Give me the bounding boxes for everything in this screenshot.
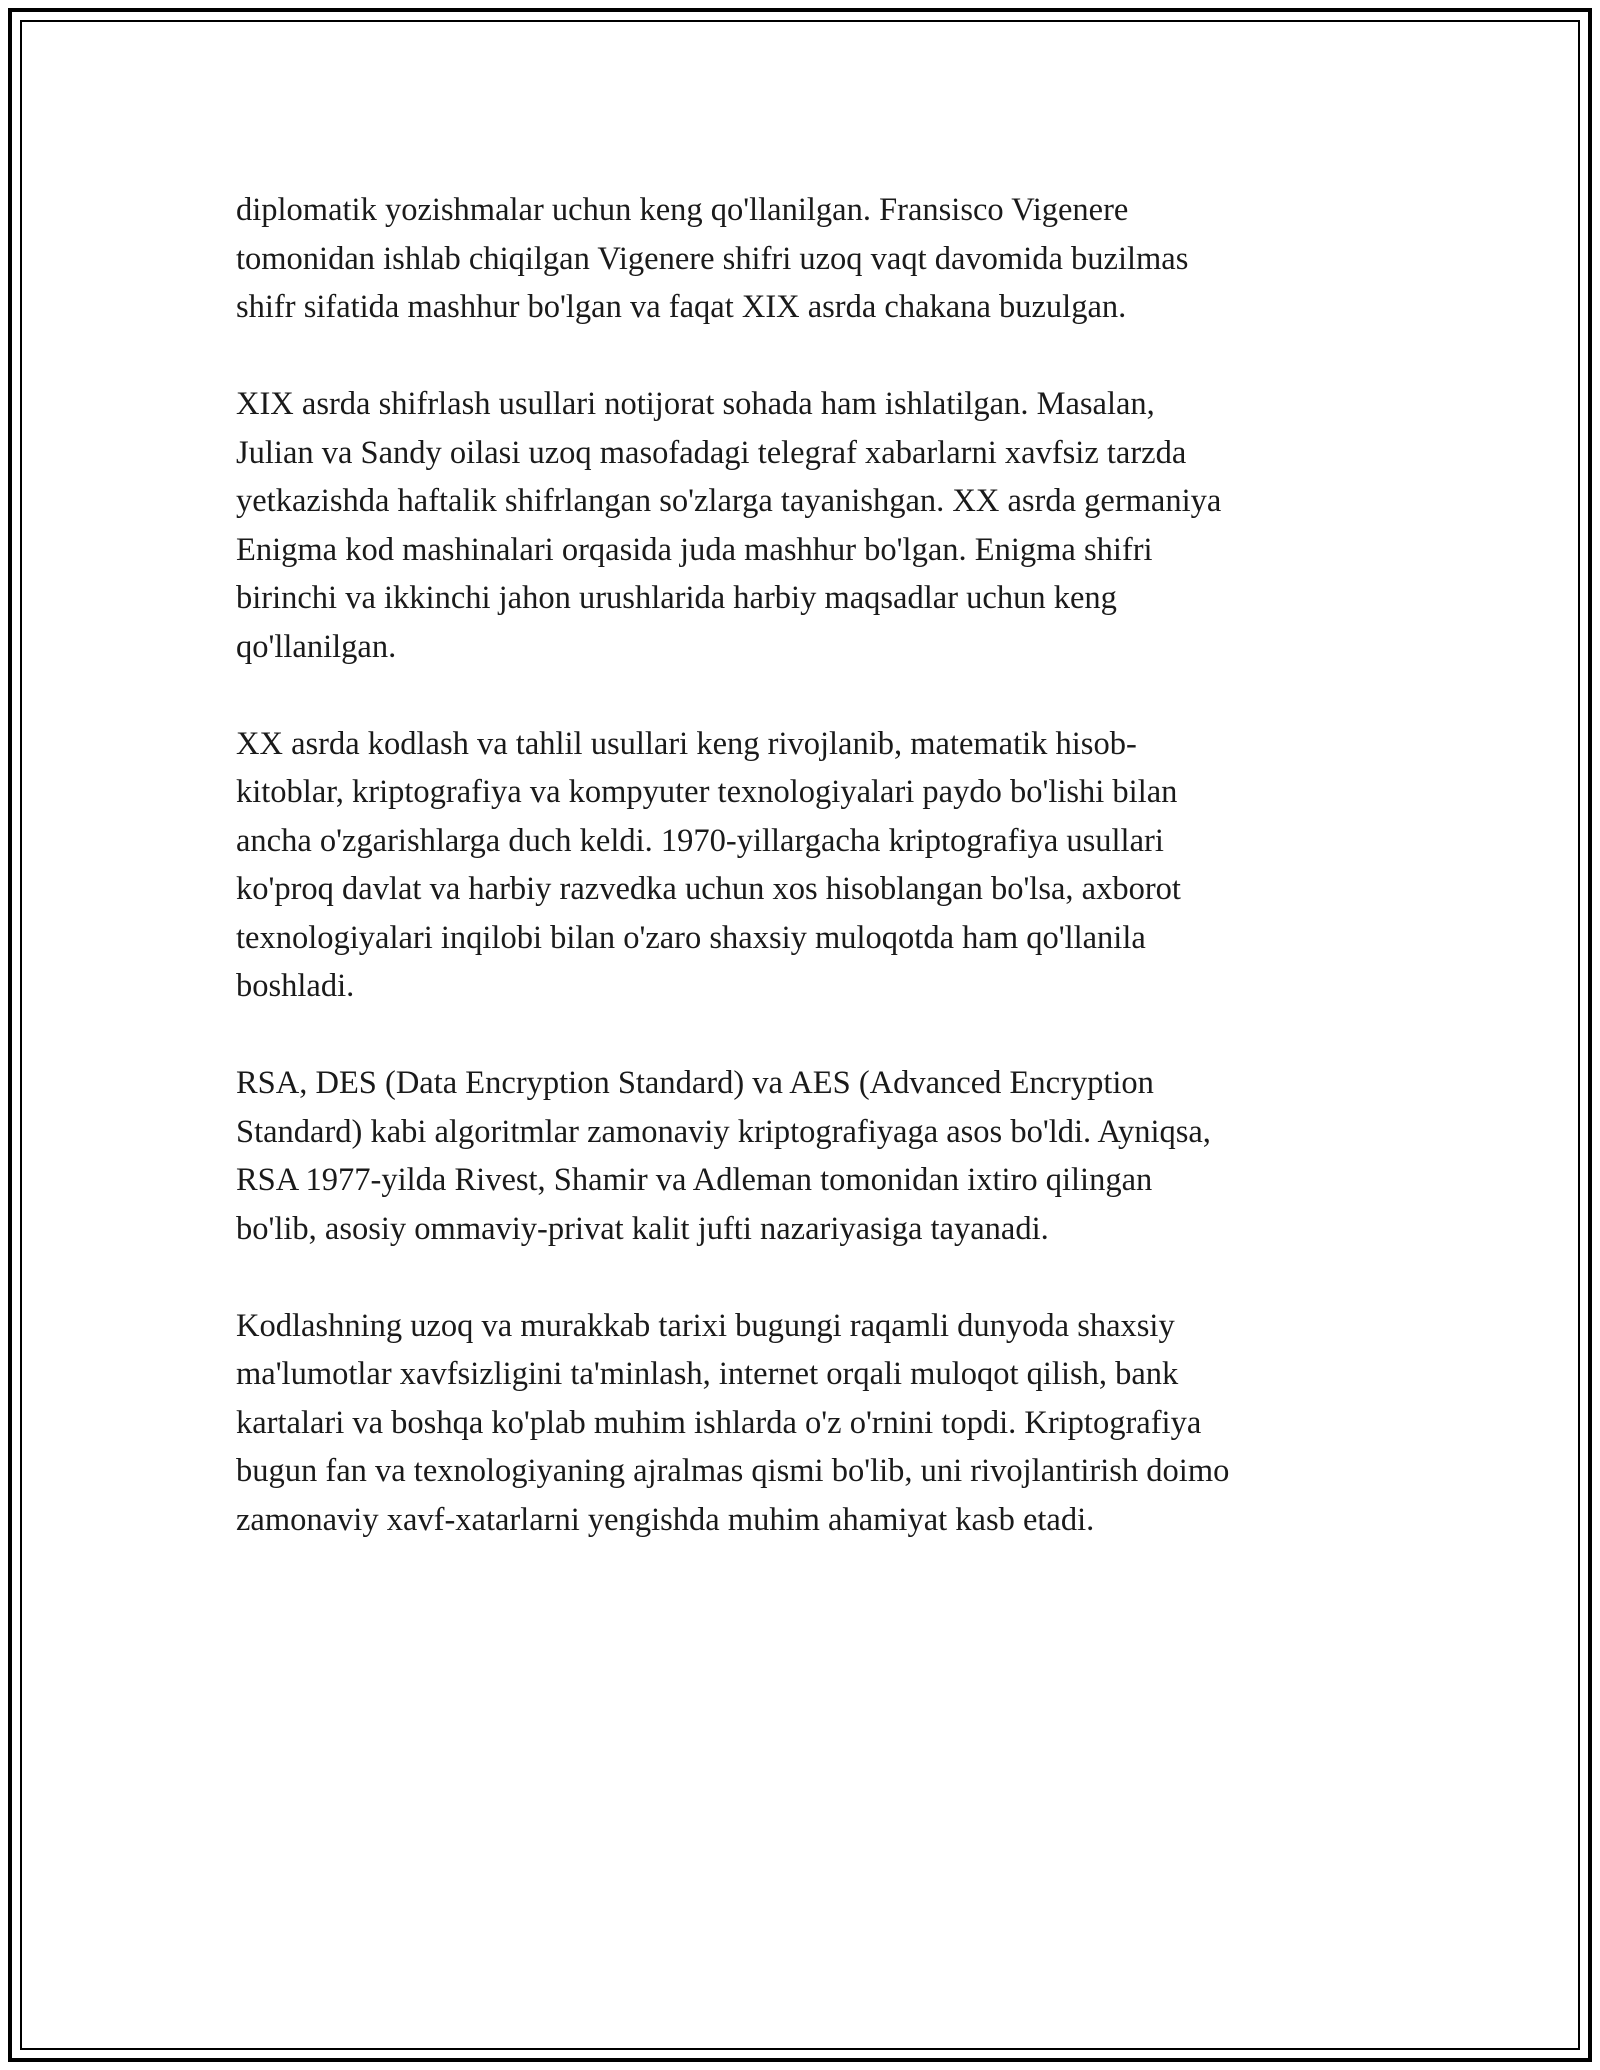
text-line: ma'lumotlar xavfsizligini ta'minlash, internet orqali muloqot qilish, bank (236, 1356, 1179, 1392)
text-line: Standard) kabi algoritmlar zamonaviy kriptografiyaga asos bo'ldi. Ayniqsa, (236, 1113, 1211, 1150)
paragraph-4 (236, 1059, 1366, 1253)
paragraph-1 (236, 186, 1366, 332)
text-line: diplomatik yozishmalar uchun keng qo'llanilgan. Fransisco Vigenere (236, 192, 1129, 228)
text-line: shifr sifatida mashhur bo'lgan va faqat XIX asrda chakana buzulgan. (236, 289, 1127, 325)
text-line: XIX asrda shifrlash usullari notijorat sohada ham ishlatilgan. Masalan, (236, 386, 1155, 422)
paragraph-3 (236, 720, 1366, 1011)
paragraph-2 (236, 380, 1366, 671)
text-line: XX asrda kodlash va tahlil usullari keng rivojlanib, matematik hisob- (236, 725, 1137, 762)
text-line: texnologiyalari inqilobi bilan o'zaro shaxsiy muloqotda ham qo'llanila (236, 919, 1146, 956)
text-line: birinchi va ikkinchi jahon urushlarida harbiy maqsadlar uchun keng (236, 580, 1117, 616)
text-line: zamonaviy xavf-xatarlarni yengishda muhim ahamiyat kasb etadi. (236, 1501, 1095, 1538)
text-line: yetkazishda haftalik shifrlangan so'zlarga tayanishgan. XX asrda germaniya (236, 483, 1222, 519)
document-body (236, 186, 1366, 1593)
paragraph-5 (236, 1302, 1366, 1545)
text-line: tomonidan ishlab chiqilgan Vigenere shifri uzoq vaqt davomida buzilmas (236, 240, 1189, 277)
text-line: Julian va Sandy oilasi uzoq masofadagi telegraf xabarlarni xavfsiz tarzda (236, 434, 1187, 471)
text-line: ko'proq davlat va harbiy razvedka uchun xos hisoblangan bo'lsa, axborot (236, 871, 1181, 907)
text-line: ancha o'zgarishlarga duch keldi. 1970-yillargacha kriptografiya usullari (236, 822, 1164, 859)
text-line: kartalari va boshqa ko'plab muhim ishlarda o'z o'rnini topdi. Kriptografiya (236, 1404, 1202, 1441)
text-line: bugun fan va texnologiyaning ajralmas qismi bo'lib, uni rivojlantirish doimo (236, 1453, 1230, 1489)
text-line: Kodlashning uzoq va murakkab tarixi bugungi raqamli dunyoda shaxsiy (236, 1307, 1175, 1344)
text-line: qo'llanilgan. (236, 628, 397, 665)
text-line: boshladi. (236, 968, 355, 1004)
text-line: kitoblar, kriptografiya va kompyuter texnologiyalari paydo bo'lishi bilan (236, 774, 1178, 810)
text-line: bo'lib, asosiy ommaviy-privat kalit jufti nazariyasiga tayanadi. (236, 1210, 1049, 1247)
text-line: Enigma kod mashinalari orqasida juda mashhur bo'lgan. Enigma shifri (236, 531, 1153, 568)
text-line: RSA 1977-yilda Rivest, Shamir va Adleman tomonidan ixtiro qilingan (236, 1162, 1153, 1198)
text-line: RSA, DES (Data Encryption Standard) va AES (Advanced Encryption (236, 1065, 1154, 1101)
